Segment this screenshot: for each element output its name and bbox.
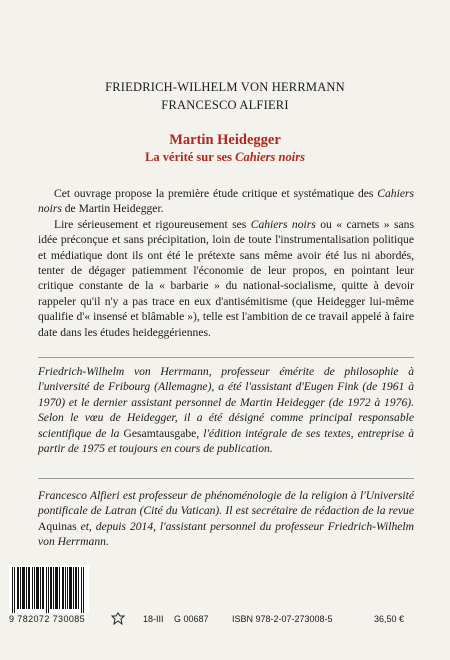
author-1: FRIEDRICH-WILHELM VON HERRMANN bbox=[105, 80, 345, 94]
book-title: Martin Heidegger bbox=[169, 132, 281, 148]
bio-herrmann bbox=[38, 364, 414, 456]
bio1-upright: Gesamtausgabe bbox=[123, 426, 197, 440]
divider-2 bbox=[38, 478, 414, 479]
price: 36,50 € bbox=[374, 614, 405, 624]
barcode-icon bbox=[9, 565, 89, 613]
subtitle-emphasis: Cahiers noirs bbox=[235, 150, 305, 164]
author-2: FRANCESCO ALFIERI bbox=[161, 98, 289, 112]
intro-paragraph-1 bbox=[38, 186, 414, 217]
bio2-b: et, depuis 2014, l'assistant personnel du professeur Friedrich-Wilhelm von Herrmann. bbox=[38, 519, 414, 549]
intro-p1-b: de Martin Heidegger. bbox=[61, 202, 164, 216]
subtitle-prefix: La vérité sur ses bbox=[145, 150, 236, 164]
isbn: ISBN 978-2-07-273008-5 bbox=[232, 614, 333, 624]
barcode bbox=[9, 565, 89, 625]
intro-p2-a: Lire sérieusement et rigoureusement ses bbox=[54, 217, 251, 231]
intro-text bbox=[38, 186, 414, 340]
catalog-code-1: 18-III bbox=[143, 614, 164, 624]
intro-p2-b: ou « carnets » sans idée préconçue et sans précipitation, loin de toute l'instrumentalisation politique et médiatique dont ils ont été le prétexte sans même avoir été lus ni abordés, tenter de dégager patiemment l'économie de leur propos, en pointant leur critique constante de la « barbarie » du national-socialisme, quitte à devoir rappeler qu'il n'y a pas trace en eux d'antisémitisme (que Heidegger lui-même qualifie d'« insensé et blâmable »), telle est l'ambition de ce travail appelé à faire date dans les études heideggériennes. bbox=[38, 217, 414, 339]
barcode-number: 9 782072 730085 bbox=[9, 614, 86, 624]
intro-p1-em: Cahiers noirs bbox=[38, 187, 414, 216]
bio-alfieri bbox=[38, 488, 414, 550]
book-subtitle bbox=[0, 150, 450, 165]
bio1-b: , l'édition intégrale de ses textes, entreprise à partir de 1975 et toujours en cours de publication. bbox=[38, 426, 414, 456]
catalog-code-2: G 00687 bbox=[174, 614, 209, 624]
bio2-upright: Aquinas bbox=[38, 519, 77, 533]
intro-p2-em: Cahiers noirs bbox=[250, 217, 316, 231]
bio2-a: Francesco Alfieri est professeur de phénoménologie de la religion à l'Université pontificale de Latran (Cité du Vatican). Il est secrétaire de rédaction de la revue bbox=[38, 489, 414, 518]
bio-alfieri-text bbox=[38, 488, 414, 550]
divider-1 bbox=[38, 357, 414, 358]
bio1-a: Friedrich-Wilhelm von Herrmann, professeur émérite de philosophie à l'université de Fribourg (Allemagne), a été l'assistant d'Eugen Fink (de 1961 à 1970) et le dernier assistant personnel de Martin Heidegger (de 1972 à 1976). Selon le vœu de Heidegger, il a été désigné comme principal responsable scientifique de la bbox=[38, 365, 414, 440]
bio-herrmann-text bbox=[38, 364, 414, 456]
intro-p1-a: Cet ouvrage propose la première étude critique et systématique des bbox=[54, 187, 378, 200]
publisher-logo-icon bbox=[111, 612, 125, 625]
intro-paragraph-2 bbox=[38, 217, 414, 340]
